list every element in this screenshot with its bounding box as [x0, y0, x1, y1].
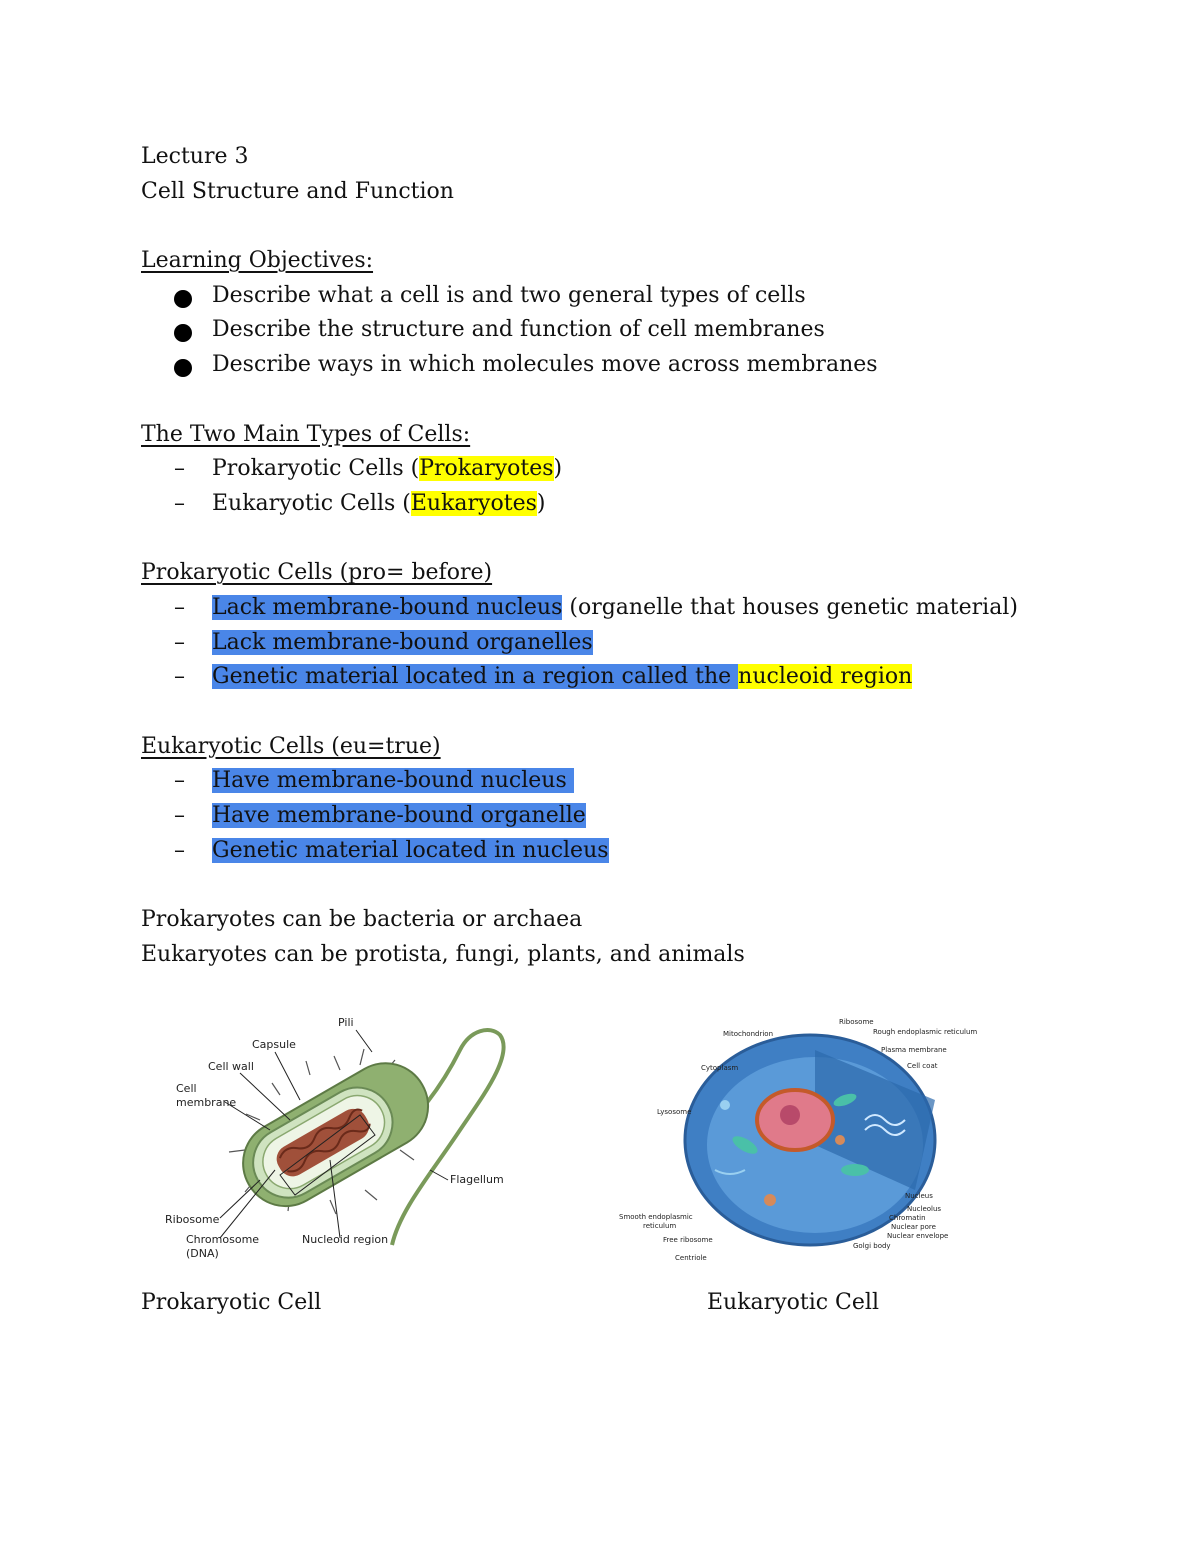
svg-text:Smooth endoplasmic: Smooth endoplasmic — [619, 1213, 693, 1221]
svg-text:Golgi body: Golgi body — [853, 1242, 891, 1250]
svg-text:Nucleoid region: Nucleoid region — [302, 1233, 389, 1246]
list-item: – Have membrane-bound organelle — [141, 799, 1061, 834]
dash-icon: – — [174, 664, 185, 690]
dash-icon: – — [174, 456, 185, 482]
list-item: – Have membrane-bound nucleus — [141, 764, 1061, 799]
list-item: – Genetic material located in a region called the nucleoid region — [141, 660, 1061, 695]
list-item: – Lack membrane-bound nucleus (organelle that houses genetic material) — [141, 591, 1061, 626]
eukaryotic-cell-diagram — [615, 1010, 995, 1265]
document-body — [141, 140, 1061, 973]
svg-text:Free ribosome: Free ribosome — [663, 1236, 713, 1244]
svg-text:Mitochondrion: Mitochondrion — [723, 1030, 774, 1038]
svg-text:Ribosome: Ribosome — [839, 1018, 874, 1026]
prokaryotic-heading: Prokaryotic Cells (pro= before) — [141, 560, 493, 586]
list-item: – Lack membrane-bound organelles — [141, 626, 1061, 661]
lecture-subtitle: Cell Structure and Function — [141, 178, 454, 204]
eukaryotic-heading: Eukaryotic Cells (eu=true) — [141, 733, 441, 759]
svg-text:(DNA): (DNA) — [186, 1247, 219, 1260]
svg-text:Nuclear envelope: Nuclear envelope — [887, 1232, 949, 1240]
list-item: – Eukaryotic Cells (Eukaryotes) — [141, 487, 1061, 522]
svg-text:Nucleus: Nucleus — [905, 1192, 933, 1200]
svg-text:Centriole: Centriole — [675, 1254, 707, 1262]
svg-text:membrane: membrane — [176, 1096, 237, 1109]
svg-text:Plasma membrane: Plasma membrane — [881, 1046, 947, 1054]
prokaryotic-cell-diagram — [160, 1010, 520, 1265]
svg-text:Chromosome: Chromosome — [186, 1233, 260, 1246]
svg-text:Ribosome: Ribosome — [165, 1213, 220, 1226]
svg-text:Pili: Pili — [338, 1016, 354, 1029]
caption-prokaryotic: Prokaryotic Cell — [141, 1290, 322, 1315]
svg-text:Cell: Cell — [176, 1082, 197, 1095]
svg-text:Cell wall: Cell wall — [208, 1060, 254, 1073]
objectives-heading: Learning Objectives: — [141, 248, 374, 274]
lecture-title: Lecture 3 — [141, 144, 249, 169]
svg-text:Nucleolus: Nucleolus — [907, 1205, 942, 1213]
dash-icon: – — [174, 837, 185, 863]
svg-text:reticulum: reticulum — [643, 1222, 677, 1230]
dash-icon: – — [174, 490, 185, 516]
svg-text:Cell coat: Cell coat — [907, 1062, 938, 1070]
svg-text:Flagellum: Flagellum — [450, 1173, 504, 1186]
list-item: Describe ways in which molecules move across membranes — [141, 348, 1061, 383]
bullet-icon — [174, 324, 192, 342]
svg-text:Chromatin: Chromatin — [889, 1214, 926, 1222]
dash-icon: – — [174, 768, 185, 794]
svg-text:Cytoplasm: Cytoplasm — [701, 1064, 739, 1072]
bullet-icon — [174, 359, 192, 377]
list-item: Describe what a cell is and two general types of cells — [141, 279, 1061, 314]
list-item: – Prokaryotic Cells (Prokaryotes) — [141, 452, 1061, 487]
svg-text:Nuclear pore: Nuclear pore — [891, 1223, 936, 1231]
svg-text:Capsule: Capsule — [252, 1038, 296, 1051]
figures-area — [160, 1010, 1020, 1270]
dash-icon: – — [174, 594, 185, 620]
cell-types-heading: The Two Main Types of Cells: — [141, 421, 471, 447]
dash-icon: – — [174, 803, 185, 829]
dash-icon: – — [174, 629, 185, 655]
summary-prokaryotes: Prokaryotes can be bacteria or archaea — [141, 907, 583, 933]
list-item: Describe the structure and function of cell membranes — [141, 313, 1061, 348]
bullet-icon — [174, 290, 192, 308]
list-item: – Genetic material located in nucleus — [141, 834, 1061, 869]
summary-eukaryotes: Eukaryotes can be protista, fungi, plants, and animals — [141, 941, 745, 967]
caption-eukaryotic: Eukaryotic Cell — [707, 1290, 879, 1315]
svg-text:Lysosome: Lysosome — [657, 1108, 692, 1116]
svg-text:Rough endoplasmic reticulum: Rough endoplasmic reticulum — [873, 1028, 978, 1036]
